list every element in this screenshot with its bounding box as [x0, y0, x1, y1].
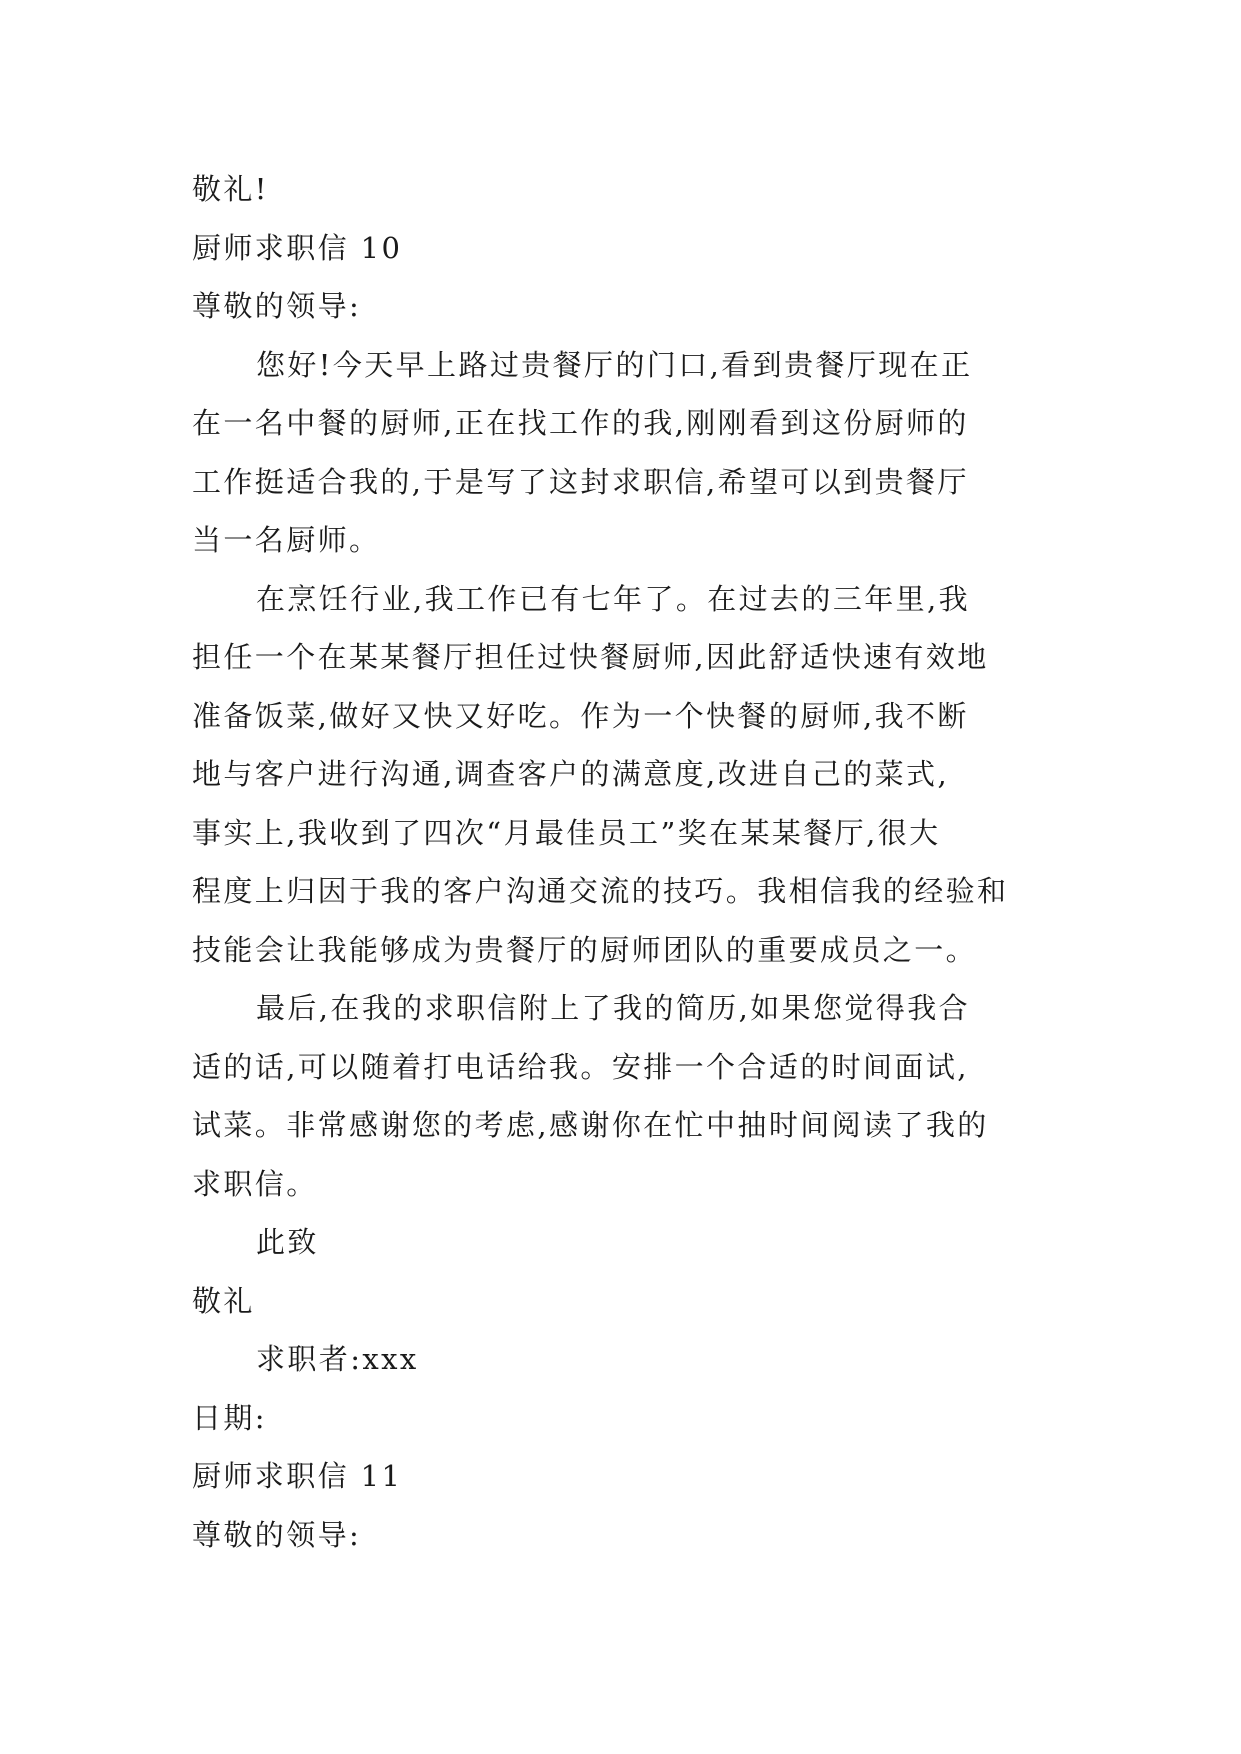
paragraph-line: 担任一个在某某餐厅担任过快餐厨师,因此舒适快速有效地	[192, 640, 989, 674]
paragraph-line: 事实上,我收到了四次“月最佳员工”奖在某某餐厅,很大	[192, 815, 941, 850]
letter-10-salutation: 尊敬的领导:	[192, 289, 362, 323]
letter-10-paragraph-1	[192, 336, 1072, 570]
paragraph-line: 适的话,可以随着打电话给我。安排一个合适的时间面试,	[192, 1049, 969, 1084]
paragraph-line: 准备饭菜,做好又快又好吃。作为一个快餐的厨师,我不断	[192, 698, 969, 733]
paragraph-line: 当一名厨师。	[192, 523, 381, 557]
letter-10-signature: 求职者:xxx	[256, 1342, 419, 1376]
letter-10-closing-jingli: 敬礼	[192, 1283, 255, 1318]
letter-10-title: 厨师求职信 10	[192, 230, 403, 265]
letter-10-date: 日期:	[192, 1400, 267, 1435]
letter-10-closing-cizhi: 此致	[256, 1225, 319, 1259]
previous-letter-closing: 敬礼!	[192, 172, 269, 206]
paragraph-line: 在一名中餐的厨师,正在找工作的我,刚刚看到这份厨师的	[192, 406, 969, 440]
paragraph-line: 试菜。非常感谢您的考虑,感谢你在忙中抽时间阅读了我的	[192, 1108, 989, 1142]
paragraph-line: 求职信。	[192, 1166, 318, 1201]
letter-10-paragraph-2	[192, 570, 1072, 980]
paragraph-line: 技能会让我能够成为贵餐厅的厨师团队的重要成员之一。	[192, 932, 978, 967]
paragraph-line: 地与客户进行沟通,调查客户的满意度,改进自己的菜式,	[192, 757, 950, 791]
paragraph-line: 程度上归因于我的客户沟通交流的技巧。我相信我的经验和	[192, 874, 1009, 908]
letter-11-title: 厨师求职信 11	[192, 1459, 403, 1493]
document-body	[192, 160, 1072, 1564]
paragraph-line: 最后,在我的求职信附上了我的简历,如果您觉得我合	[256, 991, 971, 1025]
paragraph-line: 您好!今天早上路过贵餐厅的门口,看到贵餐厅现在正	[256, 347, 973, 382]
letter-10-paragraph-3	[192, 979, 1072, 1213]
paragraph-line: 工作挺适合我的,于是写了这封求职信,希望可以到贵餐厅	[192, 464, 969, 499]
letter-11-salutation: 尊敬的领导:	[192, 1517, 362, 1552]
paragraph-line: 在烹饪行业,我工作已有七年了。在过去的三年里,我	[256, 581, 971, 616]
